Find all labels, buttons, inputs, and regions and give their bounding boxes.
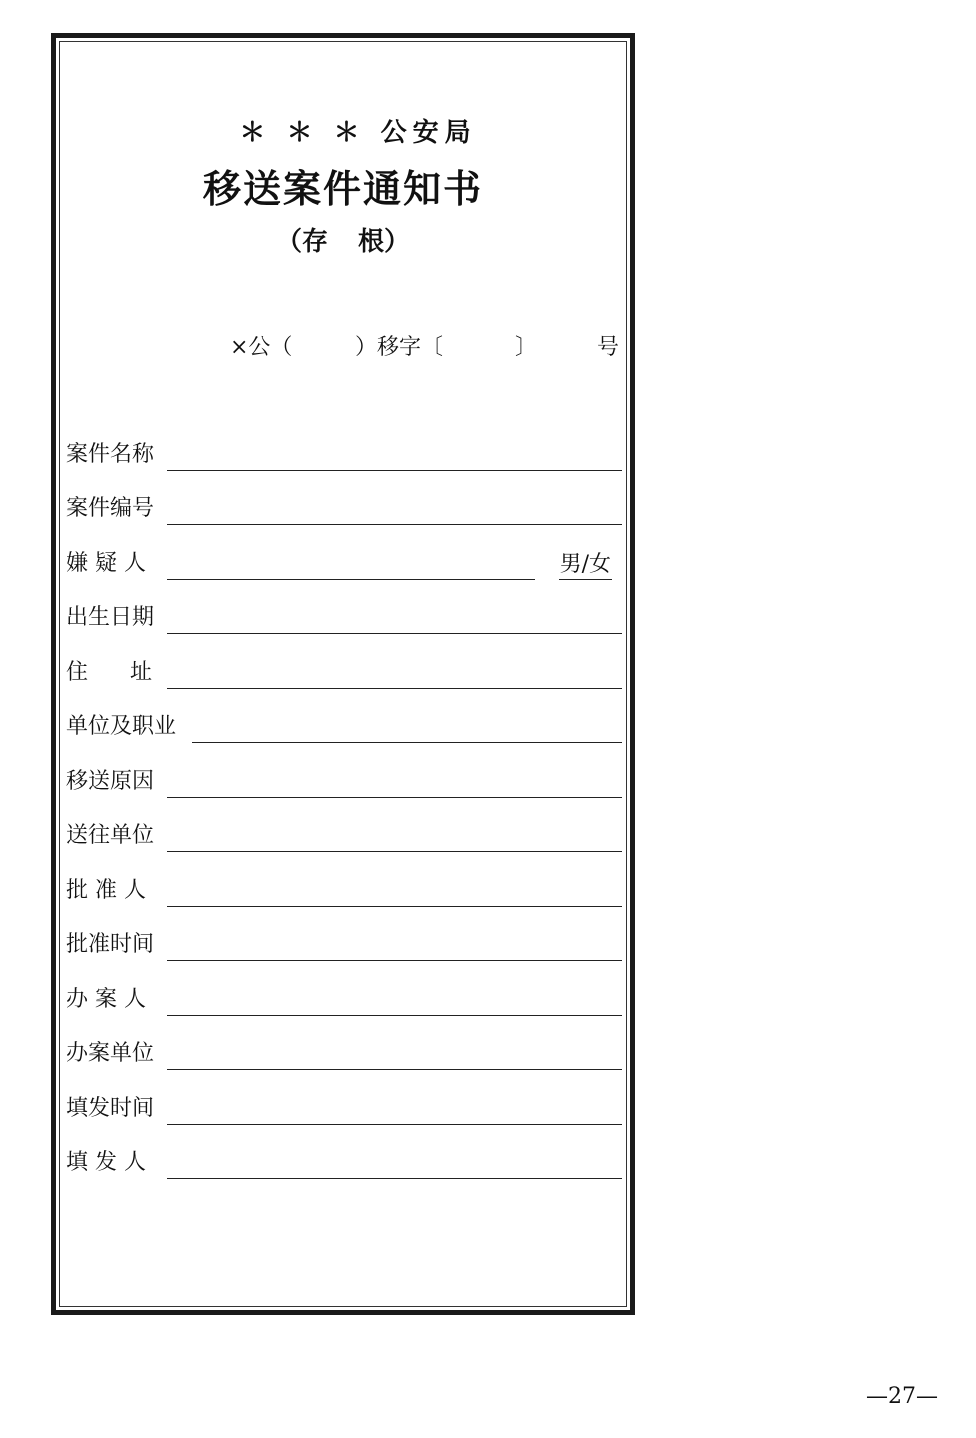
- field-blank-line[interactable]: [167, 1178, 622, 1179]
- field-label: 批准时间: [66, 932, 155, 957]
- field-blank-line[interactable]: [167, 851, 622, 852]
- field-blank-line[interactable]: [192, 742, 622, 743]
- field-label: 办 案 人: [66, 987, 146, 1012]
- field-label: 送往单位: [66, 823, 155, 848]
- agency-name: ＊ ＊ ＊ 公安局: [239, 118, 477, 148]
- field-row-address: [66, 655, 622, 689]
- field-blank-line[interactable]: [167, 960, 622, 961]
- field-label: 单位及职业: [66, 714, 177, 739]
- field-row-handling-unit: [66, 1036, 622, 1070]
- field-blank-line[interactable]: [167, 579, 535, 580]
- field-row-employer-occupation: [66, 709, 622, 743]
- field-blank-line[interactable]: [167, 1069, 622, 1070]
- field-label: 移送原因: [66, 769, 155, 794]
- serial-bracket-close: 〕: [515, 335, 538, 360]
- subtitle-open: （存: [275, 227, 328, 257]
- field-blank-line[interactable]: [167, 906, 622, 907]
- field-row-case-number: [66, 491, 622, 525]
- field-label: 嫌 疑 人: [66, 551, 146, 576]
- field-blank-line[interactable]: [167, 524, 622, 525]
- serial-prefix: ×公（: [230, 335, 293, 360]
- field-row-birth-date: [66, 600, 622, 634]
- subtitle-close: 根）: [358, 227, 411, 257]
- field-row-transfer-reason: [66, 764, 622, 798]
- field-label: 案件名称: [66, 442, 155, 467]
- page-number: —27—: [866, 1384, 938, 1409]
- field-label: 批 准 人: [66, 878, 146, 903]
- field-row-issue-time: [66, 1091, 622, 1125]
- document-title: 移送案件通知书: [202, 166, 483, 211]
- field-row-suspect: [66, 546, 622, 580]
- field-label: 填发时间: [66, 1096, 155, 1121]
- field-label: 填 发 人: [66, 1150, 146, 1175]
- document-subtitle: [59, 221, 627, 258]
- field-row-destination-unit: [66, 818, 622, 852]
- field-blank-line[interactable]: [167, 633, 622, 634]
- field-label: 案件编号: [66, 496, 155, 521]
- field-label: 出生日期: [66, 605, 155, 630]
- serial-mid: ）移字〔: [355, 335, 444, 360]
- field-row-approval-time: [66, 927, 622, 961]
- field-row-issuer: [66, 1145, 622, 1179]
- field-label: 住 址: [66, 660, 152, 685]
- field-blank-line[interactable]: [167, 797, 622, 798]
- gender-option[interactable]: 男/女: [559, 551, 612, 580]
- field-label: 办案单位: [66, 1041, 155, 1066]
- field-blank-line[interactable]: [167, 1124, 622, 1125]
- field-blank-line[interactable]: [167, 688, 622, 689]
- field-blank-line[interactable]: [167, 470, 622, 471]
- serial-suffix: 号: [597, 335, 620, 360]
- field-row-case-handler: [66, 982, 622, 1016]
- field-blank-line[interactable]: [167, 1015, 622, 1016]
- field-row-case-name: [66, 437, 622, 471]
- field-row-approver: [66, 873, 622, 907]
